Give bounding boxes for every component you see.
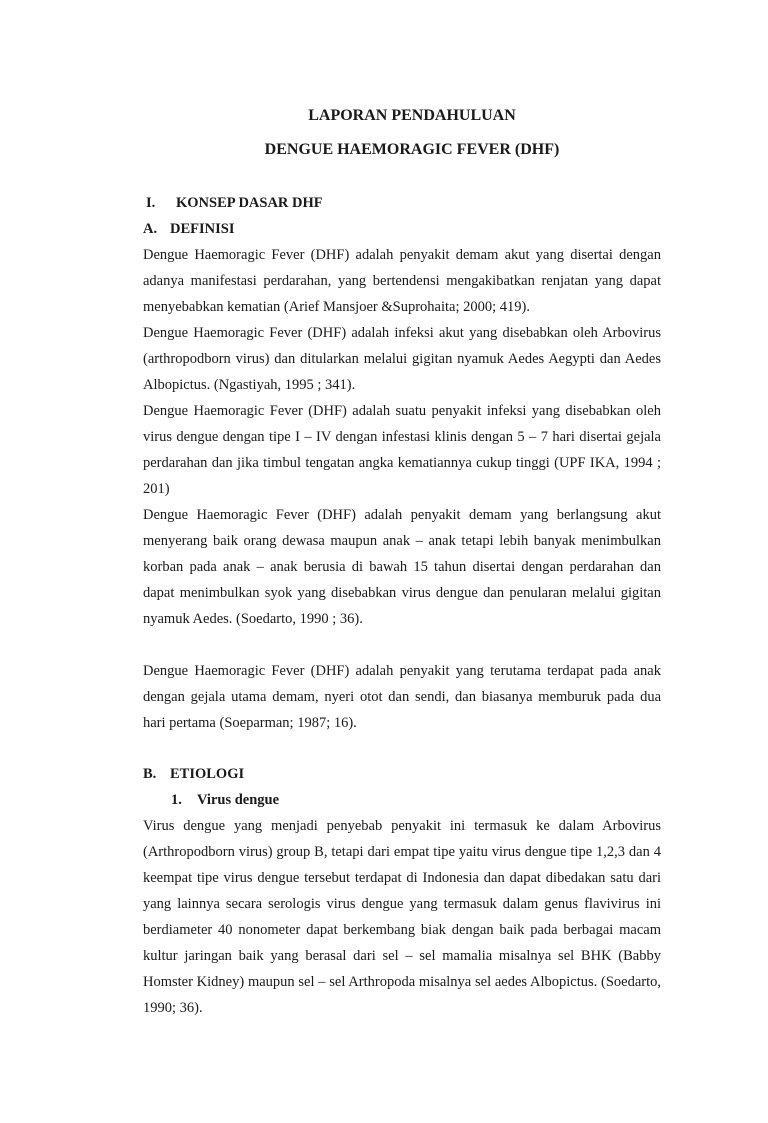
list-item-heading-virus-dengue [143, 787, 661, 813]
section-number: I. [146, 195, 156, 211]
list-item-label: Virus dengue [197, 792, 280, 808]
subsection-label: ETIOLOGI [170, 766, 245, 782]
subsection-heading-etiologi [143, 761, 661, 787]
definition-paragraph-4: Dengue Haemoragic Fever (DHF) adalah penyakit demam yang berlangsung akut menyerang baik orang dewasa maupun anak – anak tetapi lebih banyak menimbulkan korban pada anak – anak berusia di bawah 15 tahun disertai dengan perdarahan dan dapat menimbulkan syok yang disebabkan virus dengue dan penularan melalui gigitan nyamuk Aedes. (Soedarto, 1990 ; 36). [143, 507, 661, 627]
definition-paragraph-2: Dengue Haemoragic Fever (DHF) adalah infeksi akut yang disebabkan oleh Arbovirus (arthropodborn virus) dan ditularkan melalui gigitan nyamuk Aedes Aegypti dan Aedes Albopictus. (Ngastiyah, 1995 ; 341). [143, 325, 661, 393]
etiology-paragraph: Virus dengue yang menjadi penyebab penyakit ini termasuk ke dalam Arbovirus (Arthropodborn virus) group B, tetapi dari empat tipe yaitu virus dengue tipe 1,2,3 dan 4 keempat tipe virus dengue tersebut terdapat di Indonesia dan dapat dibedakan satu dari yang lainnya secara serologis virus dengue yang termasuk dalam genus flavivirus ini berdiameter 40 nonometer dapat berkembang biak dengan baik pada berbagai macam kultur jaringan baik yang berasal dari sel – sel mamalia misalnya sel BHK (Babby Homster Kidney) maupun sel – sel Arthropoda misalnya sel aedes Albopictus. (Soedarto, 1990; 36). [143, 818, 661, 1016]
definition-paragraph-1: Dengue Haemoragic Fever (DHF) adalah penyakit demam akut yang disertai dengan adanya manifestasi perdarahan, yang bertendensi mengakibatkan renjatan yang dapat menyebabkan kematian (Arief Mansjoer &Suprohaita; 2000; 419). [143, 247, 661, 315]
subsection-heading-definisi [143, 216, 661, 242]
document-subtitle: DENGUE HAEMORAGIC FEVER (DHF) [264, 141, 560, 158]
section-heading-konsep-dasar [143, 190, 661, 216]
definition-paragraph-3: Dengue Haemoragic Fever (DHF) adalah suatu penyakit infeksi yang disebabkan oleh virus dengue dengan tipe I – IV dengan infestasi klinis dengan 5 – 7 hari disertai gejala perdarahan dan jika timbul tengatan angka kematiannya cukup tinggi (UPF IKA, 1994 ; 201) [143, 403, 661, 497]
list-item-number: 1. [171, 792, 182, 808]
subsection-label: DEFINISI [170, 221, 235, 237]
section-label: KONSEP DASAR DHF [176, 195, 323, 211]
subsection-letter: A. [143, 221, 158, 237]
subsection-letter: B. [143, 766, 157, 782]
definition-paragraph-5: Dengue Haemoragic Fever (DHF) adalah penyakit yang terutama terdapat pada anak dengan gejala utama demam, nyeri otot dan sendi, dan biasanya memburuk pada dua hari pertama (Soeparman; 1987; 16). [143, 663, 661, 731]
document-title: LAPORAN PENDAHULUAN [308, 107, 516, 124]
document-page [0, 99, 768, 1123]
